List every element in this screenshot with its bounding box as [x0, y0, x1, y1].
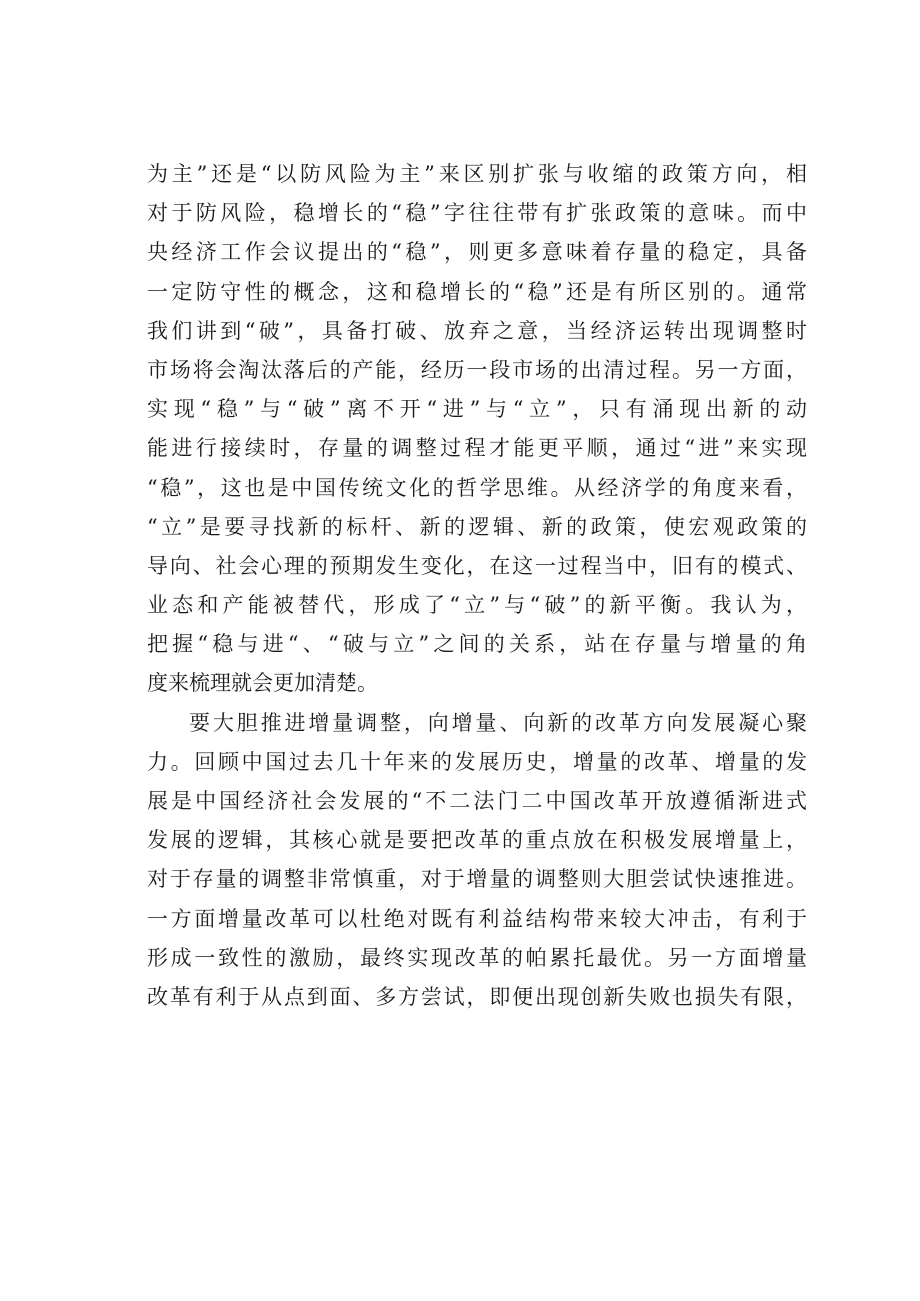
text-line: “立”是要寻找新的标杆、新的逻辑、新的政策，使宏观政策的 — [147, 514, 807, 539]
text-line: 实现“稳”与“破”离不开“进”与“立”，只有涌现出新的动 — [147, 397, 807, 422]
paragraph-1 — [147, 155, 807, 704]
text-line: 形成一致性的激励，最终实现改革的帕累托最优。另一方面增量 — [147, 945, 807, 970]
text-line: 一方面增量改革可以杜绝对既有利益结构带来较大冲击，有利于 — [147, 906, 807, 931]
text-line: 要大胆推进增量调整，向增量、向新的改革方向发展凝心聚 — [189, 710, 807, 735]
text-line: 我们讲到“破”，具备打破、放弃之意，当经济运转出现调整时 — [147, 318, 807, 343]
text-line: 市场将会淘汰落后的产能，经历一段市场的出清过程。另一方面， — [147, 357, 807, 382]
text-line: 一定防守性的概念，这和稳增长的“稳”还是有所区别的。通常 — [147, 279, 807, 304]
text-line: 导向、社会心理的预期发生变化，在这一过程当中，旧有的模式、 — [147, 553, 807, 578]
body-text — [147, 155, 807, 1017]
text-line: 对于防风险，稳增长的“稳”字往往带有扩张政策的意味。而中 — [147, 201, 807, 226]
text-line: 为主”还是“以防风险为主”来区别扩张与收缩的政策方向，相 — [147, 162, 807, 186]
text-line: 业态和产能被替代，形成了“立”与“破”的新平衡。我认为， — [147, 593, 807, 618]
text-line: 展是中国经济社会发展的“不二法门二中国改革开放遵循渐进式 — [147, 789, 807, 813]
text-line: 对于存量的调整非常慎重，对于增量的调整则大胆尝试快速推进。 — [147, 867, 807, 892]
paragraph-2 — [147, 704, 807, 1018]
text-line: 改革有利于从点到面、多方尝试，即便出现创新失败也损失有限， — [147, 984, 807, 1009]
text-line: 央经济工作会议提出的“稳”，则更多意味着存量的稳定，具备 — [147, 240, 807, 265]
text-line: 能进行接续时，存量的调整过程才能更平顺，通过“进”来实现 — [147, 436, 807, 461]
text-line: 力。回顾中国过去几十年来的发展历史，增量的改革、增量的发 — [147, 749, 807, 774]
text-line: 把握“稳与进“、“破与立”之间的关系，站在存量与增量的角 — [147, 632, 807, 657]
text-line: 发展的逻辑，其核心就是要把改革的重点放在积极发展增量上， — [147, 828, 807, 853]
text-line: 度来梳理就会更加清楚。 — [147, 671, 378, 696]
text-line: “稳”，这也是中国传统文化的哲学思维。从经济学的角度来看， — [147, 475, 807, 500]
